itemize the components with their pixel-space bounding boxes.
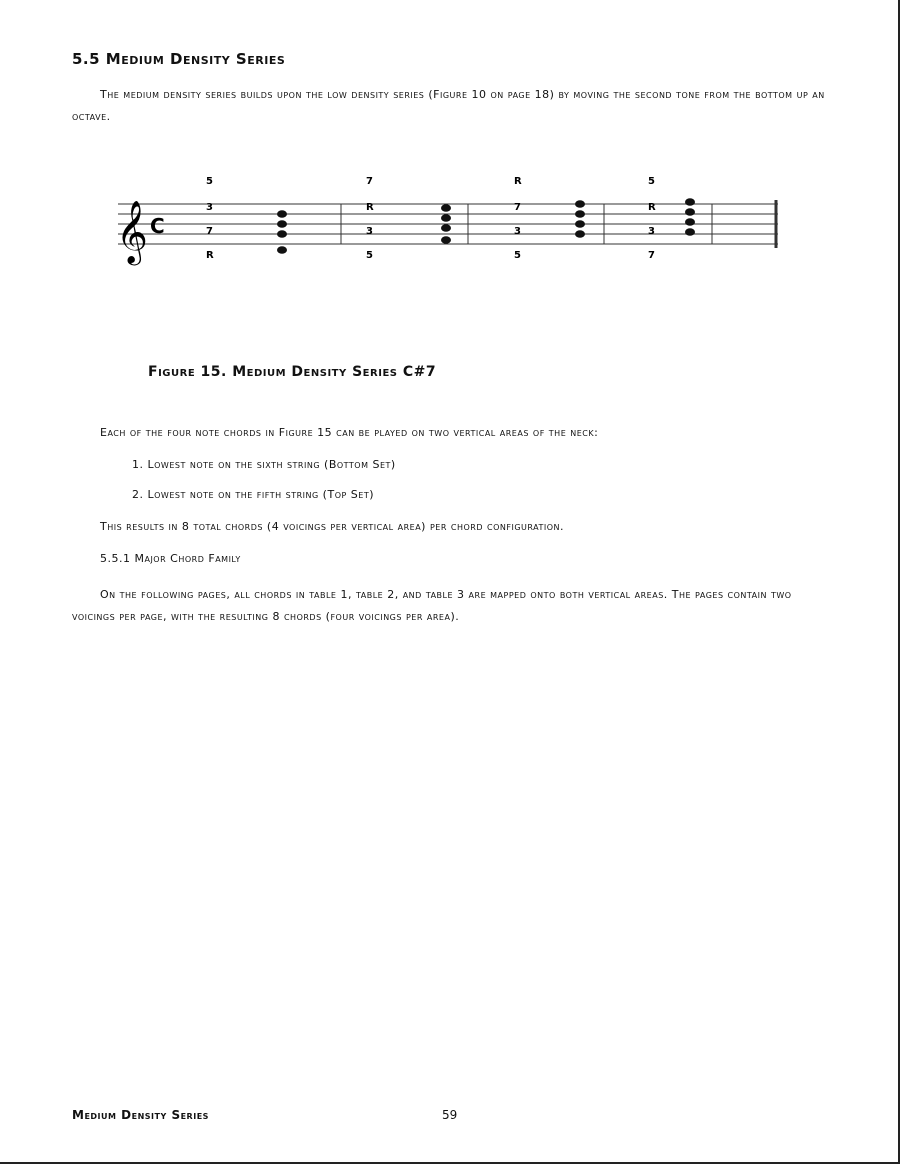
notehead [277, 210, 287, 218]
notehead [575, 220, 585, 228]
notehead [575, 230, 585, 238]
notehead [575, 210, 585, 218]
chord-degree-label: 3 [648, 226, 655, 237]
footer-title: Medium Density Series [72, 1108, 209, 1122]
notehead [441, 236, 451, 244]
notehead [685, 208, 695, 216]
subsection-heading: 5.5.1 Major Chord Family [100, 552, 241, 565]
notehead [277, 246, 287, 254]
chord-degree-label: 7 [366, 176, 373, 187]
music-staff [100, 168, 800, 278]
music-staff-figure [100, 168, 800, 278]
notehead [441, 214, 451, 222]
chord-group [206, 176, 695, 261]
chord-degree-label: R [206, 250, 214, 261]
list-item-top-set: 2. Lowest note on the fifth string (Top Set) [132, 488, 375, 501]
chord-degree-label: 5 [648, 176, 655, 187]
chord-degree-label: 5 [514, 250, 521, 261]
notehead [685, 198, 695, 206]
chord-degree-label: 3 [366, 226, 373, 237]
notehead [685, 218, 695, 226]
notehead [575, 200, 585, 208]
chord-degree-label: 7 [206, 226, 213, 237]
treble-clef-icon: 𝄞 [116, 200, 148, 263]
para-total-chords: This results in 8 total chords (4 voicings per vertical area) per chord configuration. [100, 520, 564, 533]
notehead [277, 230, 287, 238]
chord-degree-label: 5 [366, 250, 373, 261]
time-signature: C [150, 214, 165, 238]
chord-degree-label: R [648, 202, 656, 213]
list-item-bottom-set: 1. Lowest note on the sixth string (Bottom Set) [132, 458, 396, 471]
section-heading: 5.5 Medium Density Series [72, 50, 286, 68]
chord-degree-label: 7 [648, 250, 655, 261]
final-paragraph: On the following pages, all chords in table 1, table 2, and table 3 are mapped onto both vertical areas. The pages contain two voicings per page, with the resulting 8 chords (four voicings per area). [72, 588, 792, 623]
chord-degree-label: 5 [206, 176, 213, 187]
chord-degree-label: R [366, 202, 374, 213]
intro-paragraph: The medium density series builds upon the low density series (Figure 10 on page 18) by moving the second tone from the bottom up an octave. [72, 88, 825, 123]
para-four-note-chords: Each of the four note chords in Figure 15 can be played on two vertical areas of the neck: [100, 426, 599, 439]
chord-degree-label: 3 [514, 226, 521, 237]
notehead [441, 224, 451, 232]
notehead [441, 204, 451, 212]
figure-caption: Figure 15. Medium Density Series C#7 [148, 364, 437, 380]
notehead [277, 220, 287, 228]
chord-degree-label: 7 [514, 202, 521, 213]
footer-page-number: 59 [442, 1108, 458, 1122]
chord-degree-label: R [514, 176, 522, 187]
chord-degree-label: 3 [206, 202, 213, 213]
notehead [685, 228, 695, 236]
